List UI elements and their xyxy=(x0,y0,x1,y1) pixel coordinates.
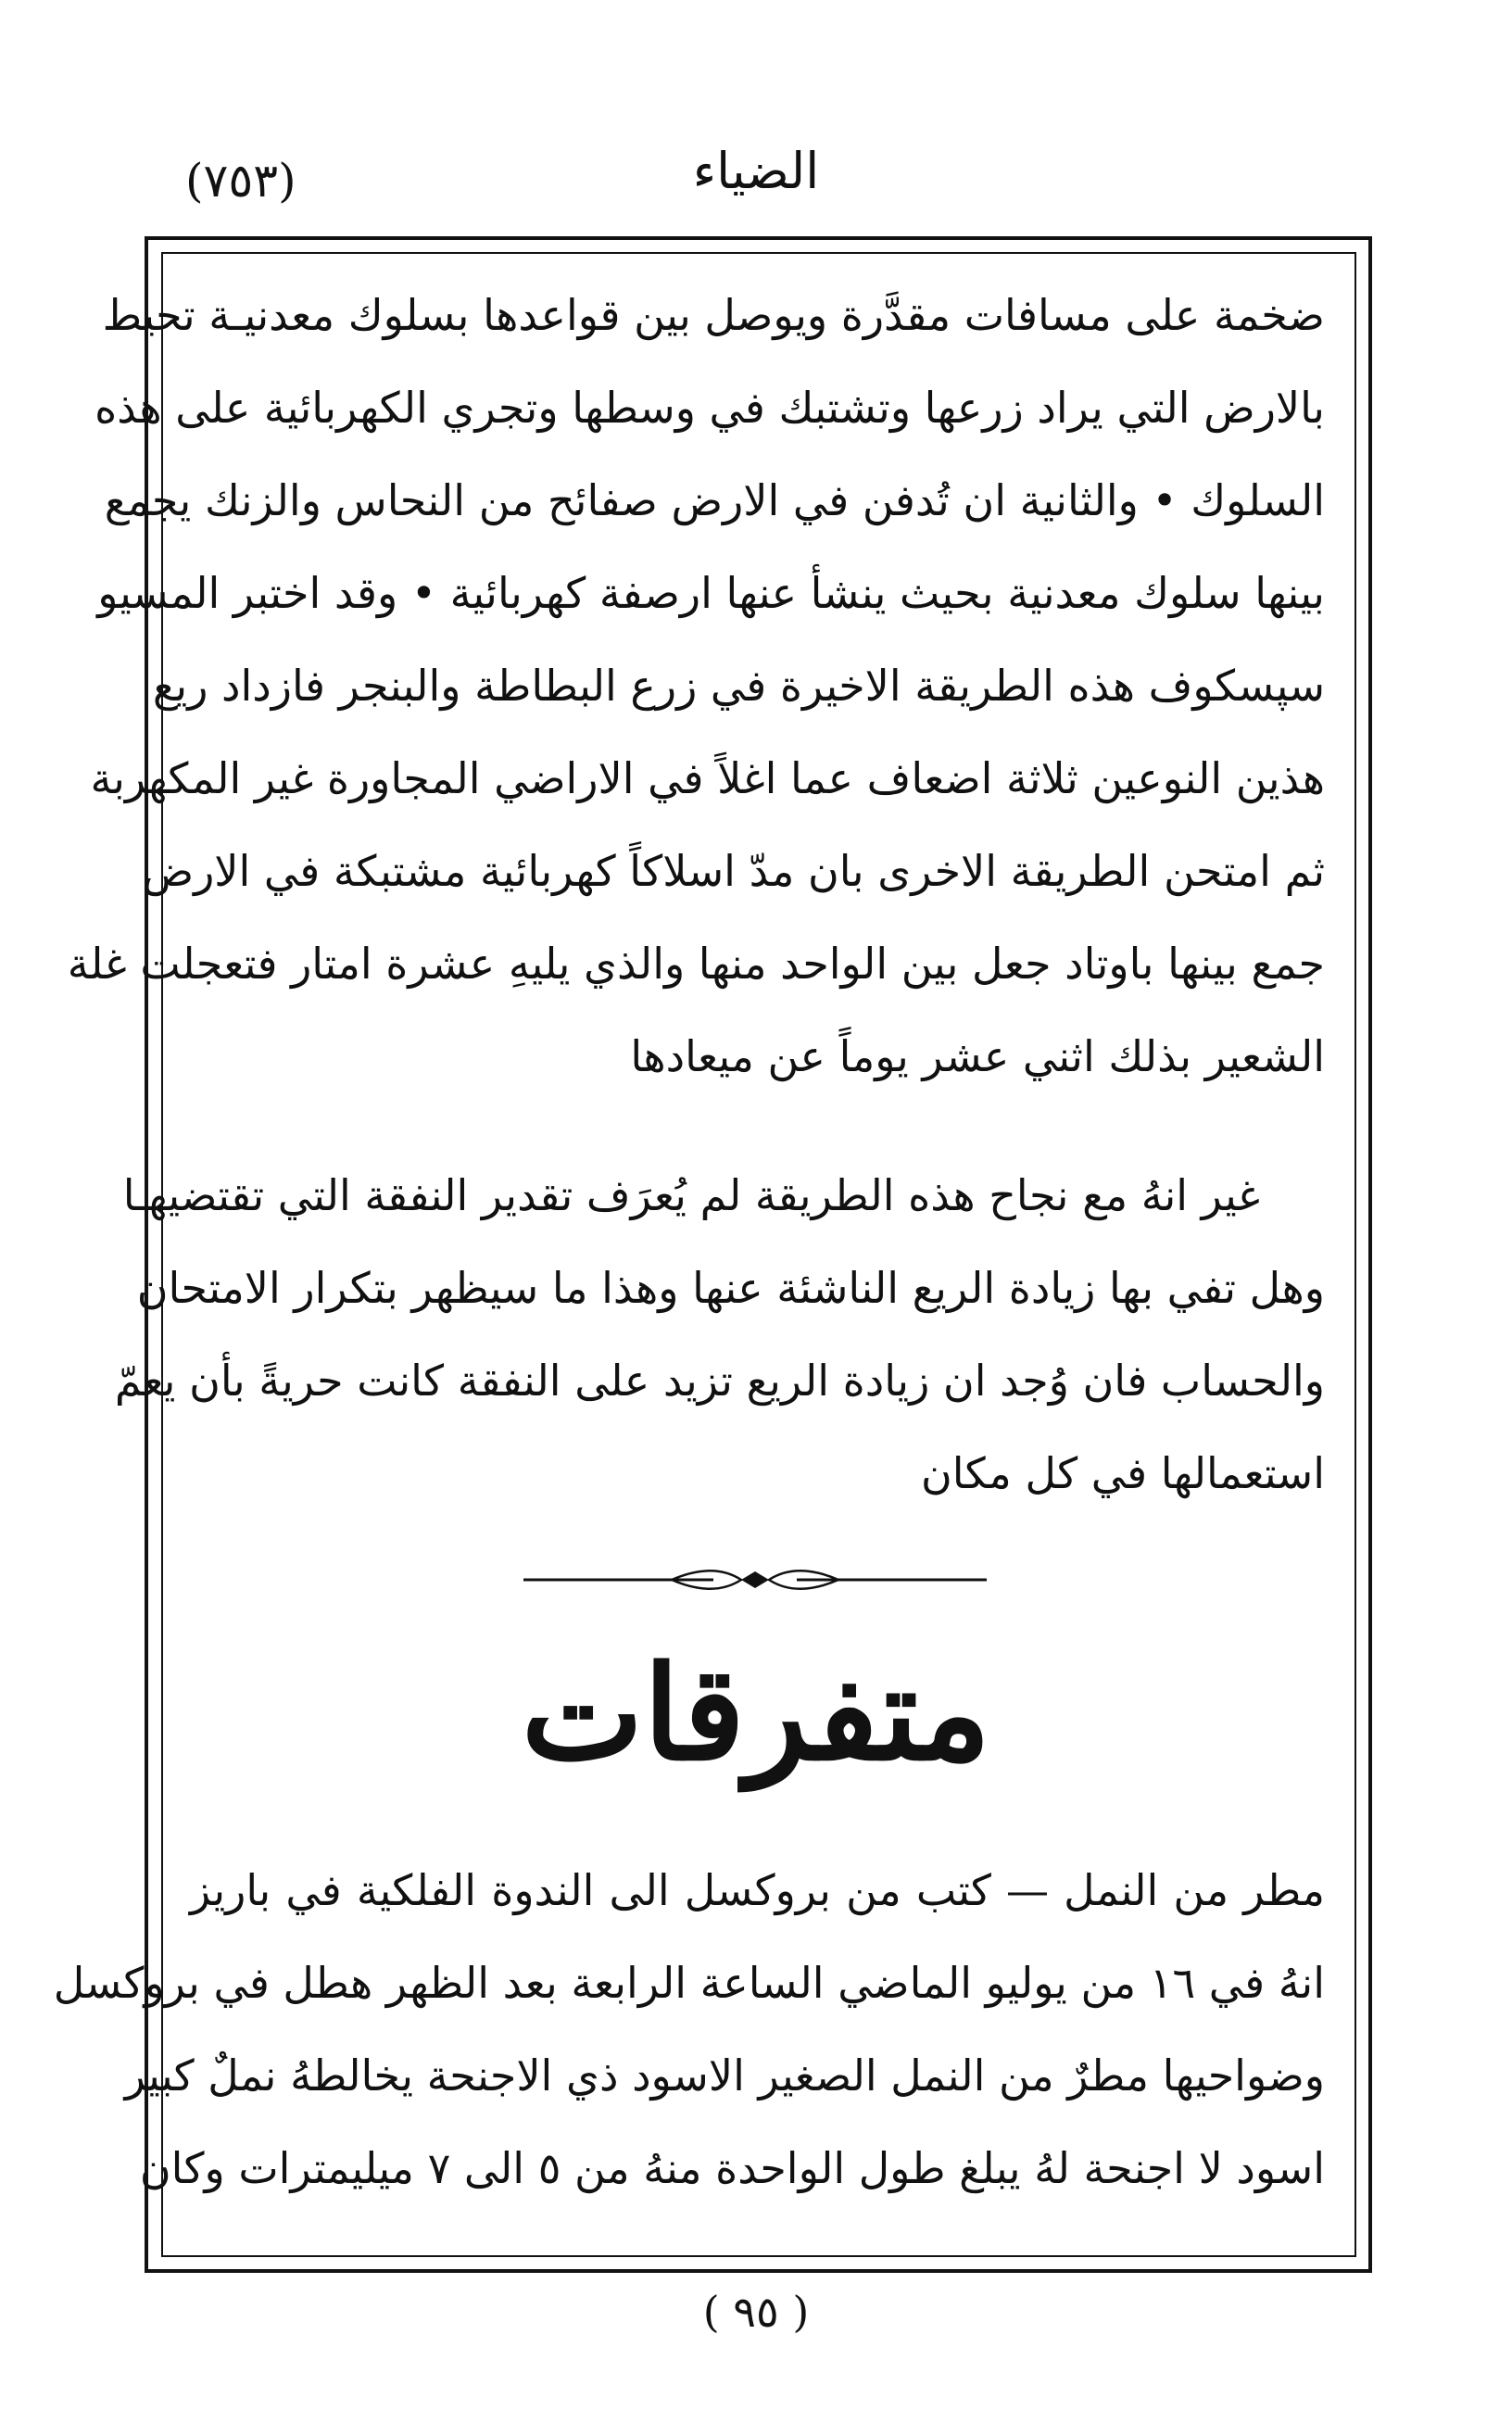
section-heading: متفرقات xyxy=(521,1638,991,1790)
paragraph-cost-note xyxy=(114,1149,1325,1520)
paragraph-ant-rain xyxy=(53,1844,1325,2214)
text-line: سپسكوف هذه الطريقة الاخيرة في زرع البطاطة والبنجر فازداد ريع xyxy=(152,661,1325,711)
text-line: وضواحيها مطرٌ من النمل الصغير الاسود ذي الاجنحة يخالطهُ نملٌ كبير xyxy=(124,2050,1325,2101)
text-line: ثم امتحن الطريقة الاخرى بان مدّ اسلاكاً كهربائية مشتبكة في الارض xyxy=(142,846,1325,896)
text-line: بالارض التي يراد زرعها وتشتبك في وسطها وتجري الكهربائية على هذه xyxy=(94,383,1325,433)
text-line: استعمالها في كل مكان xyxy=(920,1448,1325,1498)
text-line: بينها سلوك معدنية بحيث ينشأ عنها ارصفة كهربائية • وقد اختبر المسيو xyxy=(97,568,1325,618)
text-line: اسود لا اجنحة لهُ يبلغ طول الواحدة منهُ من ٥ الى ٧ ميليمترات وكان xyxy=(139,2143,1325,2193)
text-line: غير انهُ مع نجاح هذه الطريقة لم يُعرَف تقدير النفقة التي تقتضيهـا xyxy=(122,1170,1260,1220)
text-line: السلوك • والثانية ان تُدفن في الارض صفائح من النحاس والزنك يجمع xyxy=(104,475,1325,525)
text-line: والحساب فان وُجد ان زيادة الريع تزيد على النفقة كانت حريةً بأن يعمّ xyxy=(114,1356,1325,1406)
paragraph-electro-culture xyxy=(67,269,1325,1103)
page-number-bottom: ( ٩٥ ) xyxy=(702,2287,810,2337)
text-line: جمع بينها باوتاد جعل بين الواحد منها والذي يليهِ عشرة امتار فتعجلت غلة xyxy=(67,939,1325,989)
text-line: وهل تفي بها زيادة الريع الناشئة عنها وهذا ما سيظهر بتكرار الامتحان xyxy=(136,1263,1325,1313)
journal-title: الضياء xyxy=(692,142,820,200)
text-line: هذين النوعين ثلاثة اضعاف عما اغلاً في الاراضي المجاورة غير المكهربة xyxy=(90,753,1325,803)
page-number-top: (٧٥٣) xyxy=(185,154,296,208)
ornament-divider xyxy=(523,1566,987,1594)
text-line: انهُ في ١٦ من يوليو الماضي الساعة الرابعة بعد الظهر هطل في بروكسل xyxy=(53,1958,1325,2008)
text-line: ضخمة على مسافات مقدَّرة ويوصل بين قواعدها بسلوك معدنيـة تحيط xyxy=(102,290,1325,340)
text-line: مطر من النمل — كتب من بروكسل الى الندوة الفلكية في باريز xyxy=(190,1865,1325,1915)
text-line: الشعير بذلك اثني عشر يوماً عن ميعادها xyxy=(630,1031,1325,1081)
